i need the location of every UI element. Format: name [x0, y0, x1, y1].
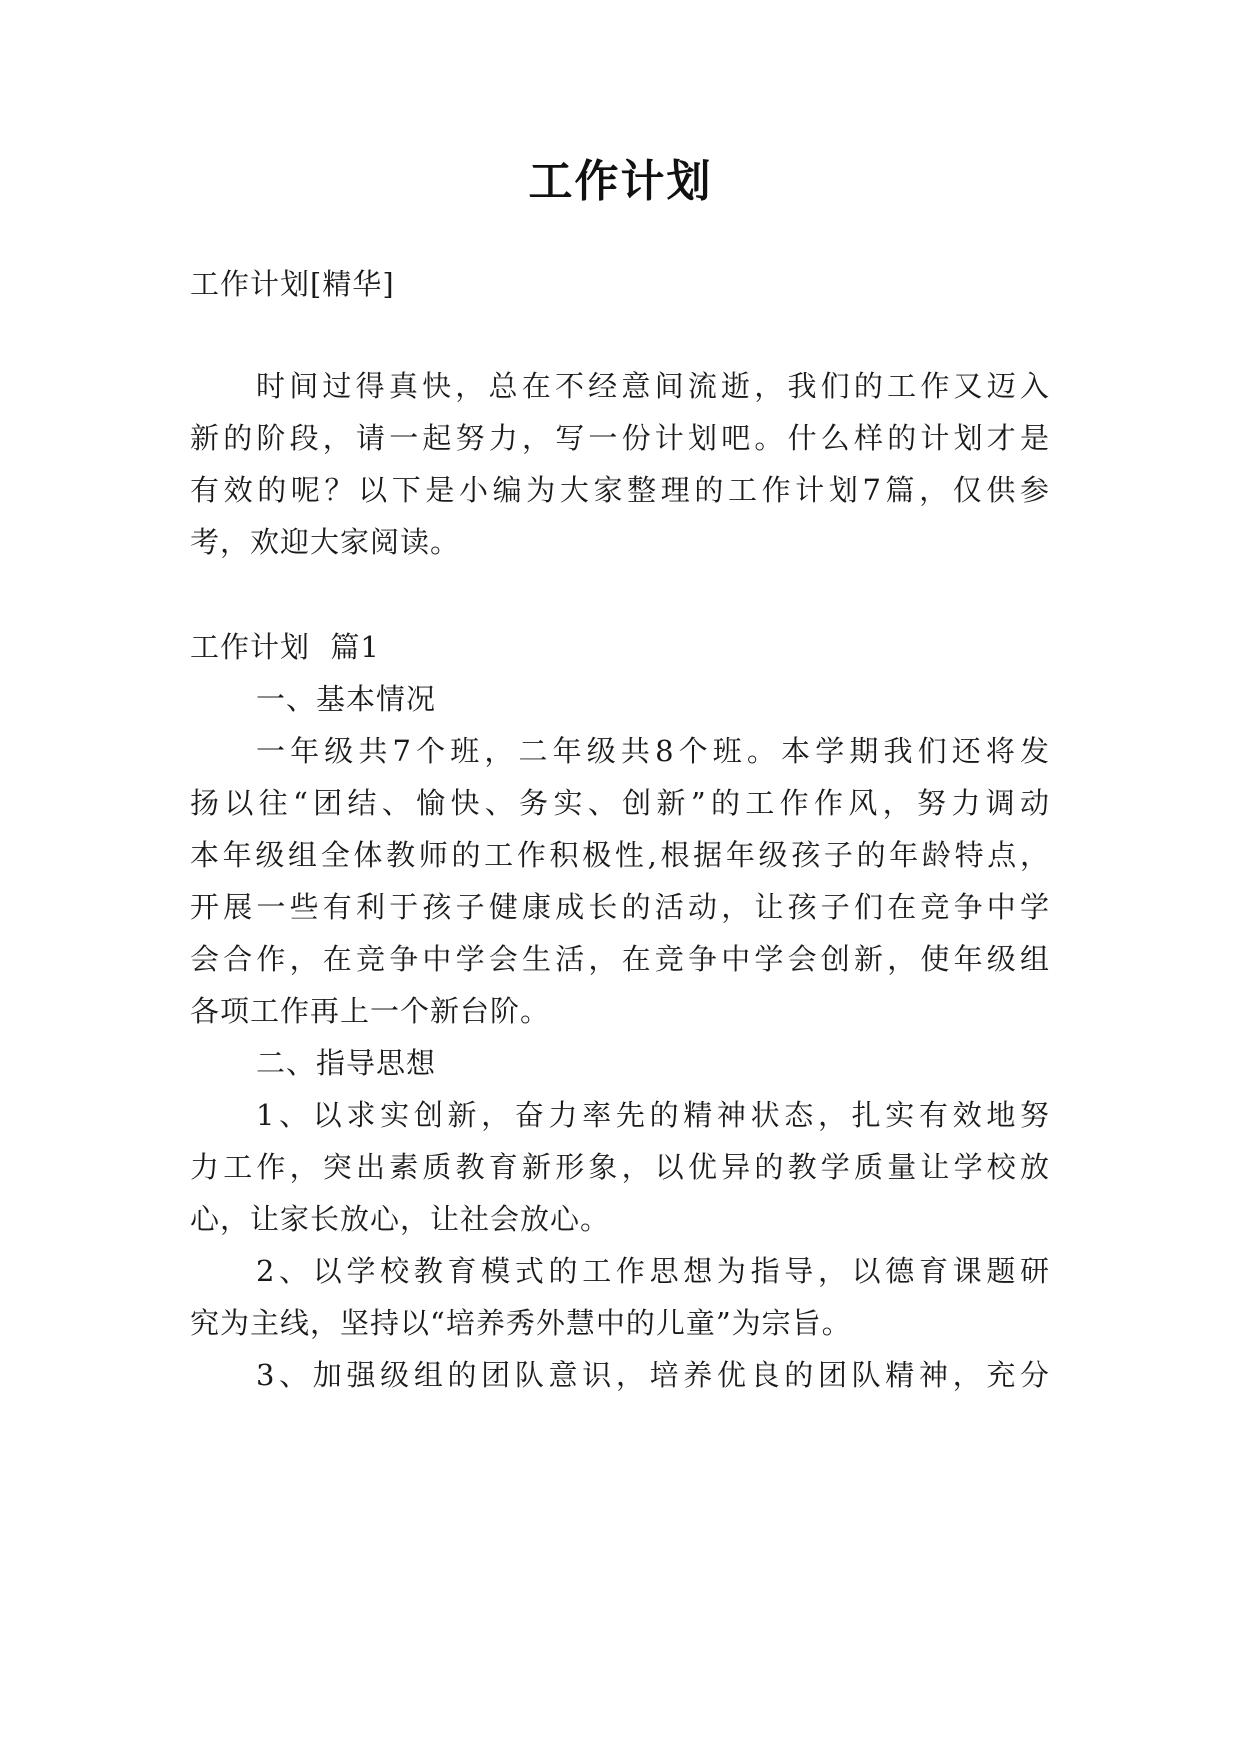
list-item-line: 2、以学校教育模式的工作思想为指导，以德育课题研	[256, 1254, 1050, 1288]
paragraph-line: 扬以往“团结、愉快、务实、创新”的工作作风，努力调动	[190, 786, 1050, 820]
paragraph-line: 各项工作再上一个新台阶。	[190, 994, 551, 1028]
paragraph-line: 本年级组全体教师的工作积极性,根据年级孩子的年龄特点，	[190, 838, 1050, 872]
list-item-line: 究为主线，坚持以“培养秀外慧中的儿童”为宗旨。	[190, 1306, 852, 1340]
paragraph-line: 会合作，在竞争中学会生活，在竞争中学会创新，使年级组	[190, 942, 1050, 976]
intro-line: 时间过得真快，总在不经意间流逝，我们的工作又迈入	[256, 369, 1050, 403]
list-item-line: 力工作，突出素质教育新形象，以优异的教学质量让学校放	[190, 1150, 1050, 1184]
list-item-line: 心，让家长放心，让社会放心。	[190, 1202, 611, 1236]
paragraph-line: 一年级共7个班，二年级共8个班。本学期我们还将发	[256, 734, 1050, 768]
intro-line: 有效的呢？以下是小编为大家整理的工作计划7篇，仅供参	[190, 473, 1050, 507]
document-title: 工作计划	[528, 156, 713, 207]
section-title: 工作计划 篇1	[190, 630, 380, 664]
document-subtitle: 工作计划[精华]	[190, 267, 395, 301]
intro-line: 考，欢迎大家阅读。	[190, 525, 461, 559]
list-item-line: 1、以求实创新，奋力率先的精神状态，扎实有效地努	[256, 1098, 1050, 1132]
intro-line: 新的阶段，请一起努力，写一份计划吧。什么样的计划才是	[190, 421, 1050, 455]
list-item-line: 3、加强级组的团队意识，培养优良的团队精神，充分	[256, 1358, 1050, 1392]
heading-guiding-ideology: 二、指导思想	[256, 1046, 437, 1080]
heading-basic-situation: 一、基本情况	[256, 682, 437, 716]
paragraph-line: 开展一些有利于孩子健康成长的活动，让孩子们在竞争中学	[190, 890, 1050, 924]
